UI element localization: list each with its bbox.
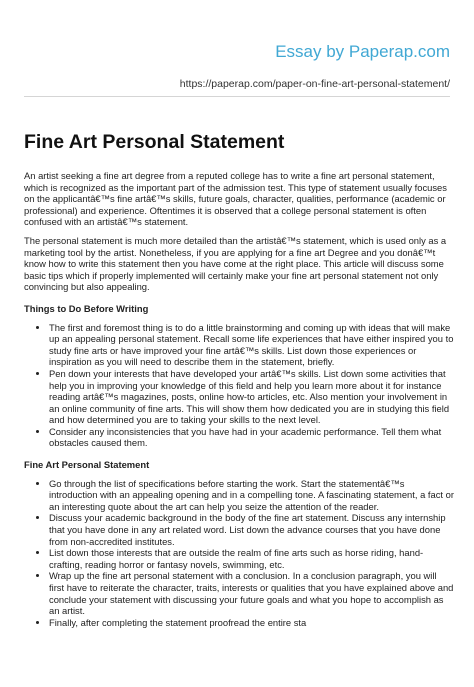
list-item: • Pen down your interests that have developed your artâ€™s skills. List down some activities that help you in improving your knowledge of this field and help you learn more about it for instance reading artâ€™s magazines, posts, online how-to articles, etc. Also mention your involvement in an online community of fine arts. This will show them how dedicated you are in studying this field and how determined you are to taking your skills to the next level. [49, 368, 454, 426]
document-body [24, 170, 454, 637]
bullet-list [24, 478, 454, 629]
list-item: • Go through the list of specifications before starting the work. Start the statementâ€™s introduction with an appealing opening and in a compelling tone. A fascinating statement, a fact or an interesting quote about the art can help you seize the attention of the reader. [49, 478, 454, 513]
list-item: • Consider any inconsistencies that you have had in your academic performance. Tell them what obstacles caused them. [49, 426, 454, 449]
source-url[interactable]: https://paperap.com/paper-on-fine-art-personal-statement/ [179, 78, 450, 90]
section-heading: Fine Art Personal Statement [24, 459, 150, 471]
intro-paragraph: An artist seeking a fine art degree from a reputed college has to write a fine art personal statement, which is recognized as the important part of the admission test. This type of statement usually focuses on the applicantâ€™s fine artâ€™s skills, future goals, character, qualities, performance (academic or professional) and experience. Oftentimes it is observed that a college personal statement is often confused with an artistâ€™s statement. [24, 170, 447, 228]
list-item: • List down those interests that are outside the realm of fine arts such as horse riding, hand-crafting, reading horror or fantasy novels, swimming, etc. [49, 547, 454, 570]
list-item: • Wrap up the fine art personal statement with a conclusion. In a conclusion paragraph, you will first have to reiterate the character, traits, interests or qualities that you have explained above and conclude your statement with discussing your future goals and what you hope to accomplish as an artist. [49, 570, 454, 616]
header-divider [24, 96, 450, 97]
document-title: Fine Art Personal Statement [24, 131, 285, 153]
bullet-list [24, 322, 454, 450]
site-brand[interactable]: Essay by Paperap.com [275, 42, 450, 61]
section-heading: Things to Do Before Writing [24, 302, 149, 314]
list-item: • The first and foremost thing is to do a little brainstorming and coming up with ideas that will make up an appealing personal statement. Recall some life experiences that have either inspired you to study fine arts or have improved your fine artâ€™s skills. List down those experiences or inspiration as you will need to describe them in the statement, briefly. [49, 322, 454, 368]
list-item: • Finally, after completing the statement proofread the entire sta [49, 617, 454, 629]
intro-paragraph: The personal statement is much more detailed than the artistâ€™s statement, which is used only as a marketing tool by the artist. Nonetheless, if you are applying for a fine art Degree and you donâ€™t know how to write this statement then you have come at the right place. This article will discuss some basic tips which if properly implemented will certainly make your fine art personal statement not only convincing but also appealing. [24, 234, 447, 293]
list-item: • Discuss your academic background in the body of the fine art statement. Discuss any internship that you have done in any art related word. List down the advance courses that you have done from non-accredited institutes. [49, 512, 454, 547]
